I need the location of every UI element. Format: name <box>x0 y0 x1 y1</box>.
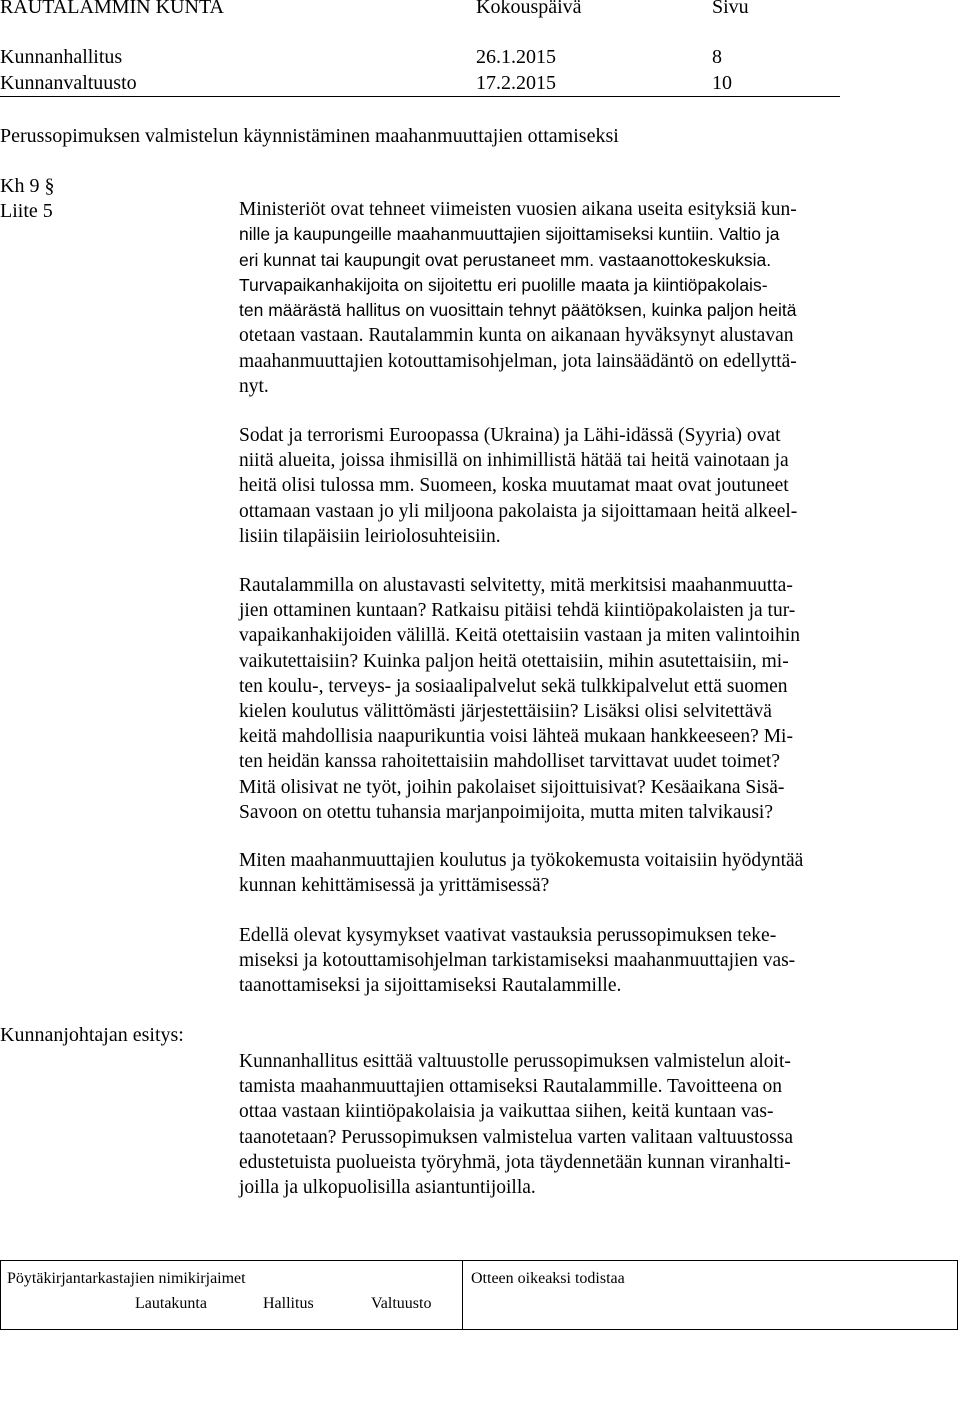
paragraph-line: ottamaan vastaan jo yli miljoona pakolaista ja sijoittamaan heitä alkeel- <box>239 500 798 522</box>
paragraph-line: taanottamiseksi ja sijoittamiseksi Rautalammille. <box>239 975 622 997</box>
paragraph-line: taanotetaan? Perussopimuksen valmistelua varten valitaan valtuustossa <box>239 1126 793 1148</box>
meeting-date-board: 26.1.2015 <box>476 46 556 68</box>
paragraph-line: Ministeriöt ovat tehneet viimeisten vuosien aikana useita esityksiä kun- <box>239 199 797 220</box>
paragraph-2 <box>239 423 879 549</box>
paragraph-line: ten heidän kanssa rahoitettaisiin mahdolliset tarvittavat uudet toimet? <box>239 751 780 773</box>
paragraph-line: kielen koulutus välittömästi järjestettäisiin? Lisäksi olisi selvitettävä <box>239 701 772 723</box>
signatures-label: Pöytäkirjantarkastajien nimikirjaimet <box>7 1270 246 1287</box>
kh-section-number: Kh 9 § <box>0 175 55 197</box>
body-name-board: Kunnanhallitus <box>0 46 123 68</box>
paragraph-line: Edellä olevat kysymykset vaativat vastauksia perussopimuksen teke- <box>239 925 777 946</box>
paragraph-4 <box>239 848 879 898</box>
paragraph-5 <box>239 923 879 999</box>
paragraph-line: tamista maahanmuuttajien ottamiseksi Rautalammille. Tavoitteena on <box>239 1076 783 1098</box>
paragraph-line: otetaan vastaan. Rautalammin kunta on aikanaan hyväksynyt alustavan <box>239 325 794 346</box>
footer-divider <box>462 1261 463 1329</box>
paragraph-line: maahanmuuttajien kotouttamisohjelman, jota lainsäädäntö on edellyttä- <box>239 351 797 372</box>
meeting-date-column-label: Kokouspäivä <box>476 0 582 18</box>
paragraph-3 <box>239 573 879 825</box>
paragraph-line: ten koulu-, terveys- ja sosiaalipalvelut sekä tulkkipalvelut että suomen <box>239 675 788 697</box>
paragraph-line: miseksi ja kotouttamisohjelman tarkistamiseksi maahanmuuttajien vas- <box>239 950 796 972</box>
meeting-date-council: 17.2.2015 <box>476 72 556 94</box>
paragraph-1 <box>239 198 879 399</box>
certified-label: Otteen oikeaksi todistaa <box>471 1270 625 1287</box>
paragraph-line: vaikutettaisiin? Kuinka paljon heitä otettaisiin, mihin asutettaisiin, mi- <box>239 650 789 672</box>
paragraph-line: nyt. <box>239 376 269 397</box>
paragraph-line: ottaa vastaan kiintiöpakolaisia ja vaikuttaa siihen, keitä kuntaan vas- <box>239 1101 774 1123</box>
body-name-council: Kunnanvaltuusto <box>0 72 137 94</box>
paragraph-line: eri kunnat tai kaupungit ovat perustaneet mm. vastaanottokeskuksia. <box>239 250 772 270</box>
paragraph-line: ten määrästä hallitus on vuosittain tehnyt päätöksen, kuinka paljon heitä <box>239 300 797 320</box>
paragraph-line: Turvapaikanhakijoita on sijoitettu eri puolille maata ja kiintiöpakolais- <box>239 275 768 295</box>
paragraph-line: Rautalammilla on alustavasti selvitetty, mitä merkitsisi maahanmuutta- <box>239 575 793 596</box>
paragraph-line: Mitä olisivat ne työt, joihin pakolaiset sijoittuisivat? Kesäaikana Sisä- <box>239 776 785 798</box>
paragraph-line: kunnan kehittämisessä ja yrittämisessä? <box>239 875 550 897</box>
header-rule <box>0 96 840 97</box>
page-number-council: 10 <box>712 72 732 94</box>
paragraph-line: Kunnanhallitus esittää valtuustolle perussopimuksen valmistelun aloit- <box>239 1051 791 1072</box>
footer-body-board-committee: Lautakunta <box>135 1295 207 1312</box>
paragraph-line: keitä mahdollisia naapurikuntia voisi lähteä mukaan hankkeeseen? Mi- <box>239 726 793 748</box>
paragraph-line: nille ja kaupungeille maahanmuuttajien sijoittamiseksi kuntiin. Valtio ja <box>239 224 780 244</box>
paragraph-line: heitä olisi tulossa mm. Suomeen, koska muutamat maat ovat joutuneet <box>239 475 789 497</box>
paragraph-line: joilla ja ulkopuolisilla asiantuntijoilla. <box>239 1177 536 1199</box>
paragraph-line: Sodat ja terrorismi Euroopassa (Ukraina) ja Lähi-idässä (Syyria) ovat <box>239 425 781 446</box>
signature-footer-table <box>0 1260 958 1330</box>
page-column-label: Sivu <box>712 0 749 18</box>
paragraph-line: vapaikanhakijoiden välillä. Keitä otettaisiin vastaan ja miten valintoihin <box>239 625 801 647</box>
footer-body-council: Valtuusto <box>371 1295 432 1312</box>
paragraph-line: edustetuista puolueista työryhmä, jota täydennetään kunnan viranhalti- <box>239 1151 791 1173</box>
paragraph-line: lisiin tilapäisiin leiriolosuhteisiin. <box>239 525 501 547</box>
attachment-number: Liite 5 <box>0 200 53 222</box>
document-title: Perussopimuksen valmistelun käynnistäminen maahanmuuttajien ottamiseksi <box>0 125 619 147</box>
paragraph-line: Miten maahanmuuttajien koulutus ja työkokemusta voitaisiin hyödyntää <box>239 850 804 871</box>
municipality-name: RAUTALAMMIN KUNTA <box>0 0 225 18</box>
paragraph-line: Savoon on otettu tuhansia marjanpoimijoita, mutta miten talvikausi? <box>239 801 773 823</box>
paragraph-line: jien ottaminen kuntaan? Ratkaisu pitäisi tehdä kiintiöpakolaisten ja tur- <box>239 600 796 622</box>
proposal-label: Kunnanjohtajan esitys: <box>0 1024 184 1046</box>
proposal-paragraph <box>239 1049 879 1200</box>
paragraph-line: niitä alueita, joissa ihmisillä on inhimillistä hätää tai heitä vainotaan ja <box>239 450 789 472</box>
footer-body-board: Hallitus <box>263 1295 314 1312</box>
page-number-board: 8 <box>712 46 722 68</box>
